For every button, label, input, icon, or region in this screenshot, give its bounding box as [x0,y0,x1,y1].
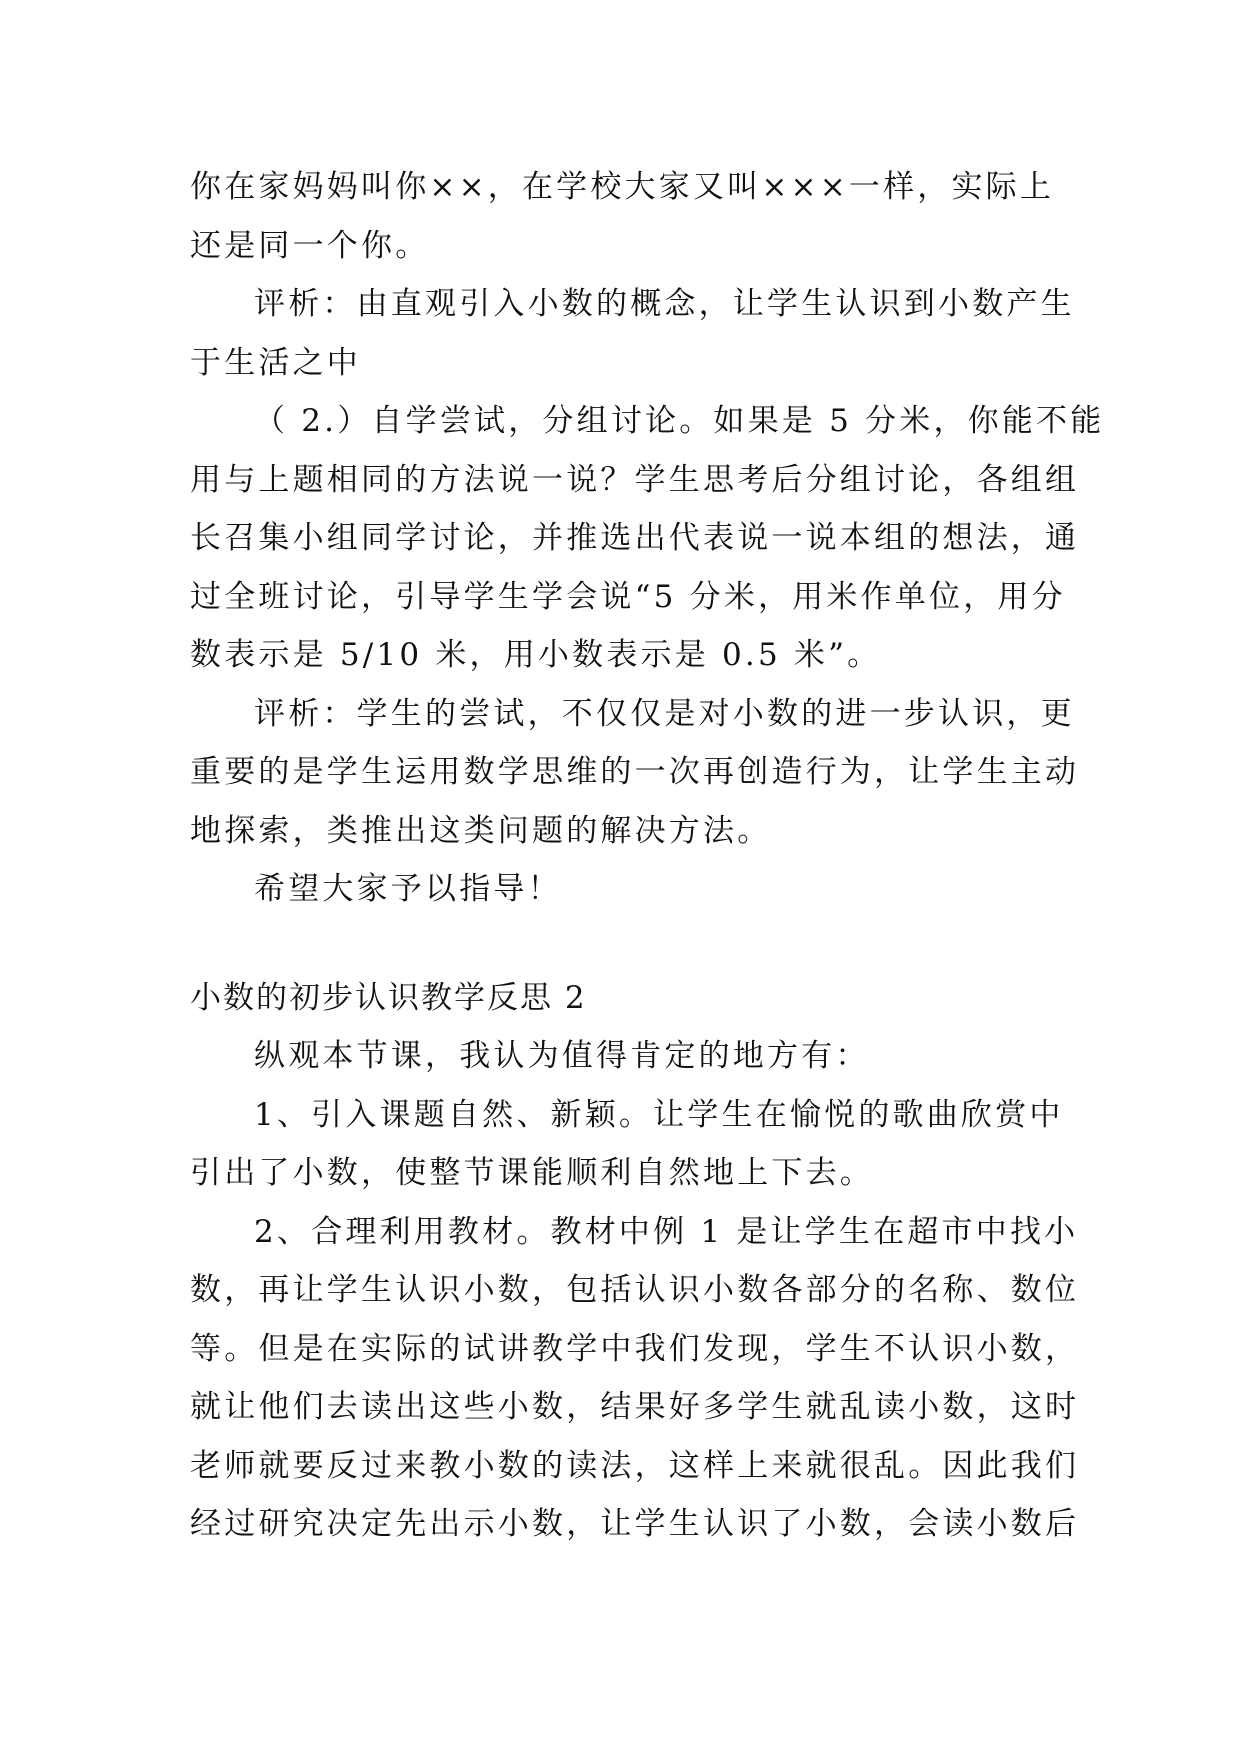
paragraph-overview [190,1027,1060,1086]
paragraph-point-2 [190,1203,1080,1554]
document-body [190,158,1105,1554]
paragraph-closing [190,860,1060,919]
paragraph-continuation [190,158,1060,275]
text-line: 数，再让学生认识小数，包括认识小数各部分的名称、数位 [190,1272,1080,1308]
text-line: 经过研究决定先出示小数，让学生认识了小数，会读小数后 [190,1506,1080,1542]
text-line: 引出了小数，使整节课能顺利自然地上下去。 [190,1155,874,1191]
paragraph-analysis-1 [190,275,1075,392]
paragraph-self-study [190,392,1105,685]
text-line: 等。但是在实际的试讲教学中我们发现，学生不认识小数， [190,1330,1080,1367]
text-line: 评析：学生的尝试，不仅仅是对小数的进一步认识，更 [254,695,1075,732]
text-line: 于生活之中 [190,344,361,381]
text-line: 还是同一个你。 [190,227,430,264]
paragraph-point-1 [190,1086,1064,1203]
text-line: 纵观本节课，我认为值得肯定的地方有： [254,1038,870,1074]
text-line: 1、引入课题自然、新颖。让学生在愉悦的歌曲欣赏中 [254,1096,1064,1133]
text-line: 数表示是 5/10 米，用小数表示是 0.5 米”。 [190,637,882,673]
text-line: 地探索，类推出这类问题的解决方法。 [190,812,772,849]
section-heading: 小数的初步认识教学反思 2 [190,979,587,1016]
section-spacer [190,919,1060,969]
text-line: 希望大家予以指导！ [254,871,562,907]
text-line: 重要的是学生运用数学思维的一次再创造行为，让学生主动 [190,754,1080,790]
text-line: 就让他们去读出这些小数，结果好多学生就乱读小数，这时 [190,1389,1080,1425]
text-line: 用与上题相同的方法说一说？学生思考后分组讨论，各组组 [190,461,1080,498]
text-line: 你在家妈妈叫你××，在学校大家又叫×××一样，实际上 [190,169,1055,205]
text-line: 长召集小组同学讨论，并推选出代表说一说本组的想法，通 [190,520,1080,556]
text-line: （ 2.）自学尝试，分组讨论。如果是 5 分米，你能不能 [254,403,1105,439]
text-line: 评析：由直观引入小数的概念，让学生认识到小数产生 [254,286,1075,322]
text-line: 老师就要反过来教小数的读法，这样上来就很乱。因此我们 [190,1447,1080,1484]
text-line: 过全班讨论，引导学生学会说“5 分米，用米作单位，用分 [190,578,1066,615]
text-line: 2、合理利用教材。教材中例 1 是让学生在超市中找小 [254,1213,1079,1250]
paragraph-analysis-2 [190,685,1080,861]
